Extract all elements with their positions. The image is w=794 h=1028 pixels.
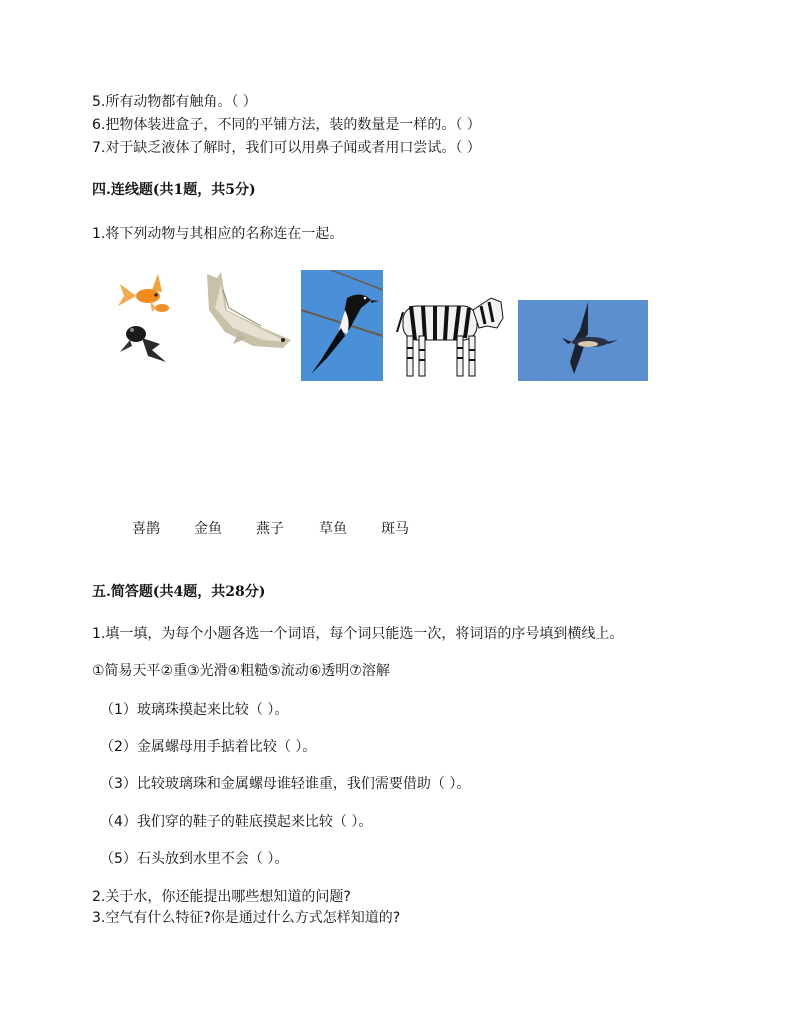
question-6: 6.把物体装进盒子，不同的平铺方法，装的数量是一样的。（ ）: [92, 117, 481, 133]
matching-question: 1.将下列动物与其相应的名称连在一起。: [92, 226, 344, 242]
animal-name-goldfish: 金鱼: [194, 521, 222, 537]
fill-item-1: （1）玻璃珠摸起来比较（ ）。: [100, 702, 289, 718]
section-4-title: 四.连线题(共1题，共5分): [92, 182, 256, 198]
fill-item-3: （3）比较玻璃珠和金属螺母谁轻谁重，我们需要借助（ ）。: [100, 776, 471, 792]
swallow-image: [518, 300, 648, 381]
animal-name-zebra: 斑马: [381, 521, 409, 537]
animal-name-grass-carp: 草鱼: [319, 521, 347, 537]
fill-item-4: （4）我们穿的鞋子的鞋底摸起来比较（ ）。: [100, 814, 373, 830]
magpie-image: [301, 270, 383, 381]
short-answer-3: 3.空气有什么特征?你是通过什么方式怎样知道的?: [92, 910, 401, 926]
grass-carp-image: [203, 270, 295, 354]
animal-name-magpie: 喜鹊: [132, 521, 160, 537]
fill-item-5: （5）石头放到水里不会（ ）。: [100, 851, 289, 867]
section-5-title: 五.简答题(共4题，共28分): [92, 584, 266, 600]
fill-blank-question: 1.填一填，为每个小题各选一个词语，每个词只能选一次，将词语的序号填到横线上。: [92, 626, 624, 642]
short-answer-2: 2.关于水，你还能提出哪些想知道的问题?: [92, 889, 351, 905]
word-options: ①简易天平②重③光滑④粗糙⑤流动⑥透明⑦溶解: [92, 663, 390, 679]
zebra-image: [395, 292, 507, 380]
animal-name-swallow: 燕子: [256, 521, 284, 537]
question-7: 7.对于缺乏液体了解时，我们可以用鼻子闻或者用口尝试。（ ）: [92, 140, 481, 156]
fill-item-2: （2）金属螺母用手掂着比较（ ）。: [100, 739, 317, 755]
question-5: 5.所有动物都有触角。（ ）: [92, 94, 257, 110]
goldfish-image: [112, 268, 178, 380]
